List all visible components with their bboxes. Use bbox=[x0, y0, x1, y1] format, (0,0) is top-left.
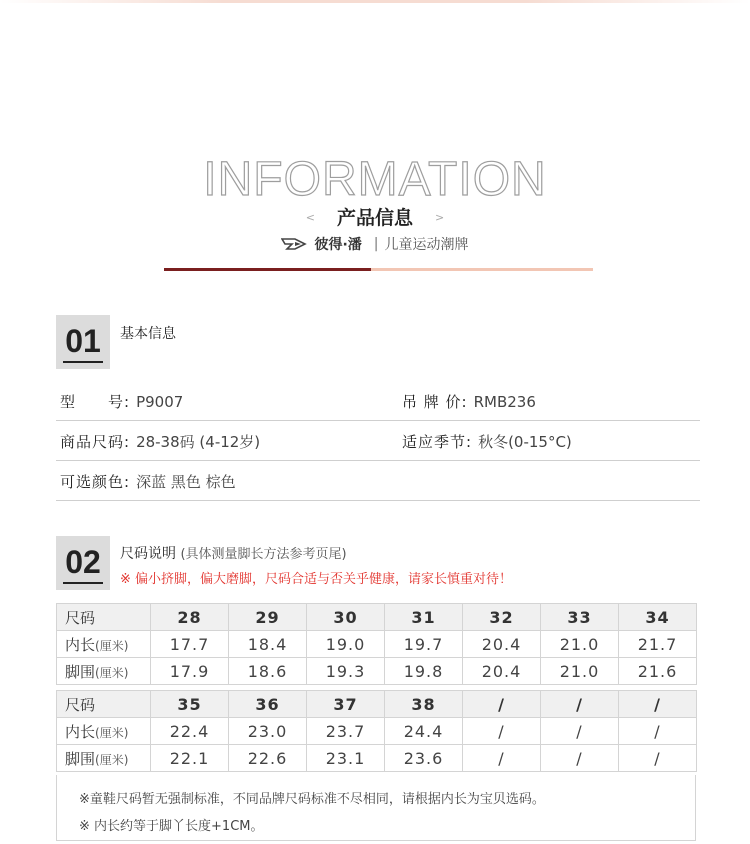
table-cell: 28 bbox=[151, 604, 229, 631]
model-value: P9007 bbox=[136, 393, 184, 411]
row-label-unit: (厘米) bbox=[95, 752, 129, 767]
row-label bbox=[57, 658, 151, 685]
table-cell: 29 bbox=[229, 604, 307, 631]
table-cell: / bbox=[619, 745, 697, 772]
row-label-text: 内长 bbox=[65, 722, 96, 741]
table-cell: 30 bbox=[307, 604, 385, 631]
size-guide-subtitle: (具体测量脚长方法参考页尾) bbox=[180, 547, 347, 562]
table-cell: 23.1 bbox=[307, 745, 385, 772]
table-cell: 18.6 bbox=[229, 658, 307, 685]
row-label: 尺码 bbox=[57, 691, 151, 718]
table-cell: 24.4 bbox=[385, 718, 463, 745]
model-label: 型 号: bbox=[60, 393, 131, 411]
top-accent-line bbox=[0, 0, 750, 3]
table-row bbox=[57, 745, 697, 772]
section-number-01: 01 bbox=[56, 315, 110, 369]
row-label bbox=[57, 631, 151, 658]
section-number-02: 02 bbox=[56, 536, 110, 590]
brand-logo-icon bbox=[281, 236, 309, 252]
note-line: ※童鞋尺码暂无强制标准，不同品牌尺码标准不尽相同，请根据内长为宝贝选码。 bbox=[79, 792, 545, 807]
row-label bbox=[57, 718, 151, 745]
table-cell: 20.4 bbox=[463, 631, 541, 658]
table-cell: / bbox=[463, 718, 541, 745]
price-label: 吊 牌 价: bbox=[402, 393, 468, 411]
chevron-left-icon: < bbox=[305, 211, 315, 224]
brand-name: 彼得·潘 bbox=[314, 237, 362, 253]
table-cell: 19.8 bbox=[385, 658, 463, 685]
table-cell: 23.6 bbox=[385, 745, 463, 772]
row-label-text: 内长 bbox=[65, 635, 96, 654]
size-guide-title: 尺码说明 bbox=[120, 546, 176, 562]
size-table-1 bbox=[56, 603, 697, 685]
season-label: 适应季节: bbox=[402, 433, 473, 451]
table-cell: 23.0 bbox=[229, 718, 307, 745]
table-cell: / bbox=[619, 718, 697, 745]
season-value: 秋冬(0-15°C) bbox=[478, 433, 572, 451]
table-cell: 21.7 bbox=[619, 631, 697, 658]
size-warning: ※ 偏小挤脚，偏大磨脚，尺码合适与否关乎健康，请家长慎重对待！ bbox=[120, 572, 513, 587]
size-range-field bbox=[60, 431, 260, 452]
size-range-value: 28-38码 (4-12岁) bbox=[136, 433, 261, 451]
table-cell: / bbox=[541, 718, 619, 745]
table-cell: 23.7 bbox=[307, 718, 385, 745]
row-label: 尺码 bbox=[57, 604, 151, 631]
colors-field bbox=[60, 471, 236, 492]
table-cell: 17.7 bbox=[151, 631, 229, 658]
note-line: ※ 内长约等于脚丫长度+1CM。 bbox=[79, 819, 264, 834]
table-cell: 21.0 bbox=[541, 631, 619, 658]
brand-slogan: 儿童运动潮牌 bbox=[384, 237, 469, 253]
table-row bbox=[57, 631, 697, 658]
row-label-unit: (厘米) bbox=[95, 665, 129, 680]
chevron-right-icon: > bbox=[435, 211, 445, 224]
info-row bbox=[56, 421, 700, 461]
divider-dark bbox=[164, 268, 371, 271]
product-info-title: 产品信息 bbox=[336, 207, 413, 229]
size-table-2 bbox=[56, 690, 697, 772]
row-label bbox=[57, 745, 151, 772]
table-cell: 17.9 bbox=[151, 658, 229, 685]
price-field bbox=[402, 391, 536, 412]
table-cell: 22.6 bbox=[229, 745, 307, 772]
table-cell: 36 bbox=[229, 691, 307, 718]
price-value: RMB236 bbox=[473, 393, 536, 411]
table-row bbox=[57, 658, 697, 685]
table-cell: / bbox=[463, 691, 541, 718]
table-cell: 21.6 bbox=[619, 658, 697, 685]
table-cell: / bbox=[541, 691, 619, 718]
table-cell: 19.3 bbox=[307, 658, 385, 685]
info-row bbox=[56, 461, 700, 501]
table-cell: 35 bbox=[151, 691, 229, 718]
colors-label: 可选颜色: bbox=[60, 473, 131, 491]
table-cell: 31 bbox=[385, 604, 463, 631]
info-row bbox=[56, 381, 700, 421]
size-range-label: 商品尺码: bbox=[60, 433, 131, 451]
table-cell: / bbox=[619, 691, 697, 718]
model-field bbox=[60, 391, 183, 412]
row-label-unit: (厘米) bbox=[95, 725, 129, 740]
brand-separator: | bbox=[373, 236, 379, 252]
row-label-text: 脚围 bbox=[65, 662, 96, 681]
table-cell: 22.4 bbox=[151, 718, 229, 745]
table-cell: 33 bbox=[541, 604, 619, 631]
row-label-text: 脚围 bbox=[65, 749, 96, 768]
brand-row bbox=[0, 234, 750, 254]
information-heading: INFORMATION bbox=[203, 153, 547, 206]
size-notes bbox=[56, 775, 696, 841]
table-cell: 38 bbox=[385, 691, 463, 718]
colors-value: 深蓝 黑色 棕色 bbox=[136, 473, 236, 491]
table-cell: 21.0 bbox=[541, 658, 619, 685]
table-cell: 19.7 bbox=[385, 631, 463, 658]
table-cell: 19.0 bbox=[307, 631, 385, 658]
table-row bbox=[57, 691, 697, 718]
table-row bbox=[57, 718, 697, 745]
table-cell: / bbox=[463, 745, 541, 772]
divider-light bbox=[371, 268, 593, 271]
table-cell: 20.4 bbox=[463, 658, 541, 685]
table-row bbox=[57, 604, 697, 631]
section-title-basic-info: 基本信息 bbox=[120, 326, 176, 342]
season-field bbox=[402, 431, 572, 452]
table-cell: 22.1 bbox=[151, 745, 229, 772]
table-cell: / bbox=[541, 745, 619, 772]
row-label-unit: (厘米) bbox=[95, 638, 129, 653]
table-cell: 32 bbox=[463, 604, 541, 631]
table-cell: 37 bbox=[307, 691, 385, 718]
product-info-heading bbox=[0, 203, 750, 230]
section-title-size-guide bbox=[120, 543, 347, 563]
table-cell: 18.4 bbox=[229, 631, 307, 658]
table-cell: 34 bbox=[619, 604, 697, 631]
